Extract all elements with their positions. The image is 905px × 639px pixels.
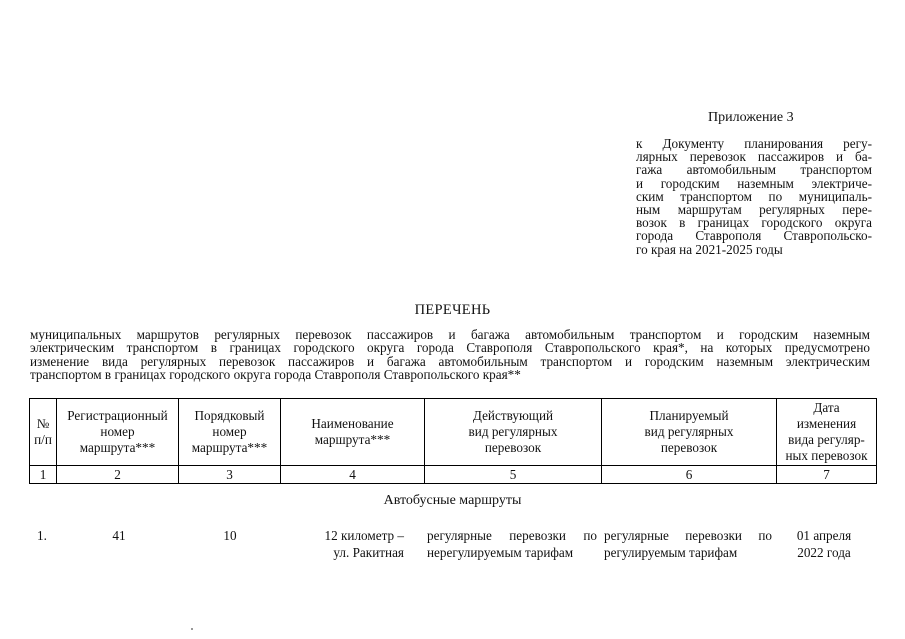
row-route-name [302, 527, 404, 561]
document-heading: ПЕРЕЧЕНЬ [414, 302, 491, 318]
header-cell-reg-number [57, 399, 179, 466]
column-number-row [30, 466, 877, 484]
column-number: 4 [281, 466, 425, 484]
change-date-line: 2022 года [797, 545, 851, 560]
header-cell-current-type [425, 399, 602, 466]
appendix-line: ным маршрутам регулярных пере- [636, 202, 872, 218]
appendix-line: и городским наземным электриче- [636, 175, 872, 191]
intro-line: муниципальных маршрутов регулярных перевозок пассажиров и багажа автомобильным транспортом и городским наземным [30, 327, 870, 342]
appendix-line: к Документу планирования регу- [636, 136, 872, 151]
header-text: Дата [813, 400, 840, 415]
header-cell-order-number [179, 399, 281, 466]
header-cell-planned-type [602, 399, 777, 466]
header-cell-number [30, 399, 57, 466]
header-text: вид регулярных [644, 424, 734, 439]
intro-line: изменение вида регулярных перевозок пассажиров и багажа автомобильным транспортом и городским наземным электрическим [30, 353, 870, 369]
header-text: перевозок [660, 440, 718, 455]
header-text: маршрута*** [79, 440, 156, 455]
scan-speck [191, 628, 193, 630]
header-text: вида регуляр- [788, 432, 865, 447]
header-text: Наименование [311, 416, 394, 431]
header-text: номер [212, 424, 247, 439]
header-text: маршрута*** [314, 432, 391, 447]
intro-line: электрическим транспортом в границах городского округа города Ставрополя Ставропольского края*, на которых предусмотрено [30, 340, 870, 356]
route-name-line: ул. Ракитная [333, 545, 404, 560]
column-number: 7 [777, 466, 877, 484]
header-text: вид регулярных [468, 424, 558, 439]
header-text: ных перевозок [785, 448, 868, 463]
header-text: перевозок [484, 440, 542, 455]
row-number: 1. [37, 528, 47, 543]
appendix-description [636, 137, 872, 256]
appendix-title: Приложение 3 [708, 110, 794, 125]
header-text: маршрута*** [191, 440, 268, 455]
change-date-line: 01 апреля [796, 528, 852, 543]
column-number: 5 [425, 466, 602, 484]
intro-line: транспортом в границах городского округа города Ставрополя Ставропольского края** [30, 367, 521, 383]
header-text: Регистрационный [67, 408, 168, 423]
document-intro [30, 328, 870, 382]
current-type-line: нерегулируемым тарифам [427, 545, 574, 560]
column-number: 6 [602, 466, 777, 484]
header-text: Планируемый [649, 408, 729, 423]
appendix-line: ским транспортом по муниципаль- [636, 188, 872, 204]
row-order-number: 10 [223, 528, 237, 543]
current-type-line: регулярные перевозки по [427, 528, 597, 543]
row-change-date [782, 527, 866, 561]
section-title: Автобусные маршруты [383, 493, 522, 508]
row-current-type [427, 527, 597, 561]
header-text: п/п [34, 432, 52, 447]
table-header-row [30, 399, 877, 466]
appendix-line: города Ставрополя Ставропольско- [636, 228, 872, 244]
appendix-line: го края на 2021-2025 годы [636, 241, 783, 257]
routes-table [29, 398, 877, 484]
route-name-line: 12 километр – [324, 528, 404, 543]
header-text: Порядковый [194, 408, 265, 423]
header-text: Действующий [472, 408, 554, 423]
column-number: 1 [30, 466, 57, 484]
appendix-line: возок в границах городского округа [636, 215, 872, 231]
header-cell-change-date [777, 399, 877, 466]
column-number: 3 [179, 466, 281, 484]
row-planned-type [604, 527, 772, 561]
planned-type-line: регулярные перевозки по [604, 528, 772, 543]
row-reg-number: 41 [112, 528, 126, 543]
header-text: изменения [796, 416, 857, 431]
column-number: 2 [57, 466, 179, 484]
appendix-line: гажа автомобильным транспортом [636, 162, 872, 178]
header-text: № [36, 416, 50, 431]
header-text: номер [100, 424, 135, 439]
planned-type-line: регулируемым тарифам [604, 545, 738, 560]
appendix-line: лярных перевозок пассажиров и ба- [636, 149, 872, 165]
header-cell-route-name [281, 399, 425, 466]
